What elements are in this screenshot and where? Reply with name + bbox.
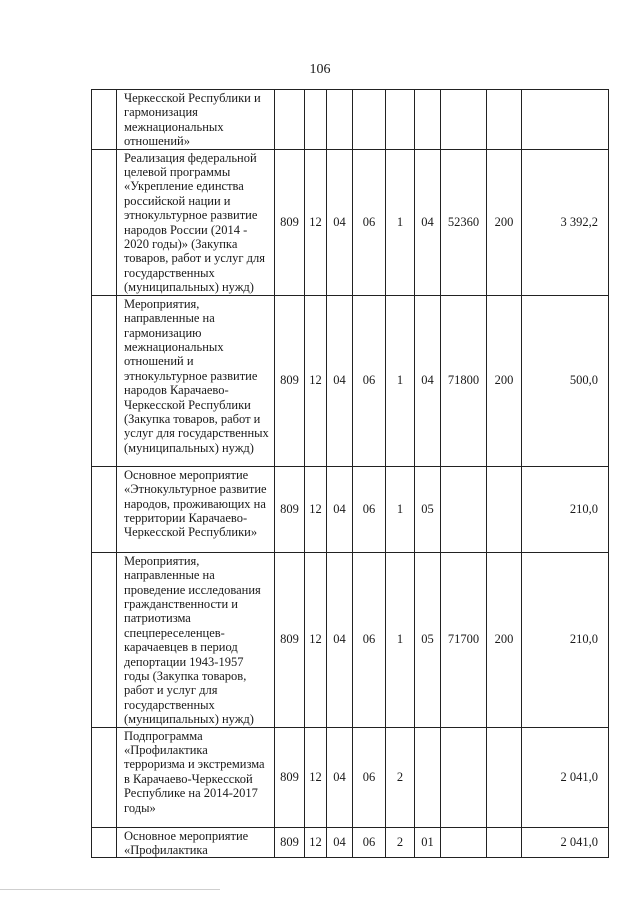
row-code-cell-c4: 06 xyxy=(353,466,386,552)
row-code-cell-c7: 52360 xyxy=(441,149,487,295)
row-code-cell-c1: 809 xyxy=(275,552,305,727)
row-code-cell-c2: 12 xyxy=(305,295,327,466)
row-code-cell-c1: 809 xyxy=(275,727,305,827)
row-code-cell-c8 xyxy=(487,827,522,858)
table-row xyxy=(92,295,609,466)
row-code-cell-c6 xyxy=(415,90,441,150)
row-code-cell-c7 xyxy=(441,727,487,827)
row-margin-cell xyxy=(92,295,117,466)
table-row xyxy=(92,827,609,858)
row-code-cell-c2: 12 xyxy=(305,552,327,727)
row-code-cell-c3: 04 xyxy=(327,727,353,827)
table-row xyxy=(92,149,609,295)
page-number: 106 xyxy=(309,62,331,77)
row-code-cell-c4: 06 xyxy=(353,727,386,827)
row-margin-cell xyxy=(92,90,117,150)
row-code-cell-c8 xyxy=(487,727,522,827)
row-code-cell-c6: 04 xyxy=(415,149,441,295)
row-code-cell-c8 xyxy=(487,466,522,552)
table-row xyxy=(92,90,609,150)
row-code-cell-c1: 809 xyxy=(275,466,305,552)
row-amount-cell: 210,0 xyxy=(522,552,609,727)
row-code-cell-c2 xyxy=(305,90,327,150)
row-code-cell-c7 xyxy=(441,90,487,150)
table-row xyxy=(92,466,609,552)
row-code-cell-c6: 05 xyxy=(415,466,441,552)
row-code-cell-c3: 04 xyxy=(327,552,353,727)
row-code-cell-c1 xyxy=(275,90,305,150)
row-amount-cell: 3 392,2 xyxy=(522,149,609,295)
row-amount-cell: 2 041,0 xyxy=(522,827,609,858)
row-code-cell-c3: 04 xyxy=(327,149,353,295)
row-code-cell-c2: 12 xyxy=(305,727,327,827)
row-code-cell-c5: 1 xyxy=(386,552,415,727)
row-name-cell: Реализация федеральной целевой программы «Укрепление единства российской нации и этнокультурное развитие народов России (2014 - 2020 годы)» (Закупка товаров, работ и услуг для государственных (муниципальных) нужд) xyxy=(117,149,275,295)
row-margin-cell xyxy=(92,552,117,727)
row-code-cell-c1: 809 xyxy=(275,295,305,466)
row-name-cell: Мероприятия, направленные на гармонизацию межнациональных отношений и этнокультурное развитие народов Карачаево-Черкесской Республики (Закупка товаров, работ и услуг для государственных (муниципальных) нужд) xyxy=(117,295,275,466)
row-code-cell-c6: 04 xyxy=(415,295,441,466)
row-code-cell-c6: 01 xyxy=(415,827,441,858)
row-code-cell-c2: 12 xyxy=(305,827,327,858)
row-name-cell: Основное мероприятие «Этнокультурное развитие народов, проживающих на территории Карачаево-Черкесской Республики» xyxy=(117,466,275,552)
row-name-cell: Основное мероприятие «Профилактика xyxy=(117,827,275,858)
row-code-cell-c8: 200 xyxy=(487,295,522,466)
row-code-cell-c3: 04 xyxy=(327,295,353,466)
row-code-cell-c3: 04 xyxy=(327,827,353,858)
row-name-cell: Черкесской Республики и гармонизация межнациональных отношений» xyxy=(117,90,275,150)
row-code-cell-c3 xyxy=(327,90,353,150)
row-code-cell-c8: 200 xyxy=(487,149,522,295)
page-bottom-rule xyxy=(0,889,220,890)
row-code-cell-c1: 809 xyxy=(275,149,305,295)
row-code-cell-c4: 06 xyxy=(353,827,386,858)
row-amount-cell: 2 041,0 xyxy=(522,727,609,827)
row-code-cell-c1: 809 xyxy=(275,827,305,858)
row-code-cell-c7 xyxy=(441,827,487,858)
row-code-cell-c2: 12 xyxy=(305,466,327,552)
row-code-cell-c8 xyxy=(487,90,522,150)
row-margin-cell xyxy=(92,827,117,858)
row-code-cell-c5: 1 xyxy=(386,295,415,466)
row-code-cell-c4 xyxy=(353,90,386,150)
row-code-cell-c2: 12 xyxy=(305,149,327,295)
row-margin-cell xyxy=(92,727,117,827)
budget-table xyxy=(91,89,609,858)
row-margin-cell xyxy=(92,149,117,295)
row-code-cell-c5: 1 xyxy=(386,466,415,552)
row-code-cell-c3: 04 xyxy=(327,466,353,552)
row-code-cell-c4: 06 xyxy=(353,295,386,466)
row-name-cell: Подпрограмма «Профилактика терроризма и экстремизма в Карачаево-Черкесской Республике на 2014-2017 годы» xyxy=(117,727,275,827)
table-row xyxy=(92,552,609,727)
row-amount-cell: 210,0 xyxy=(522,466,609,552)
row-code-cell-c4: 06 xyxy=(353,552,386,727)
row-name-cell: Мероприятия, направленные на проведение исследования гражданственности и патриотизма спецпереселенцев-карачаевцев в период депортации 1943-1957 годы (Закупка товаров, работ и услуг для государственных (муниципальных) нужд) xyxy=(117,552,275,727)
row-code-cell-c8: 200 xyxy=(487,552,522,727)
row-code-cell-c5 xyxy=(386,90,415,150)
row-amount-cell xyxy=(522,90,609,150)
row-margin-cell xyxy=(92,466,117,552)
row-code-cell-c5: 1 xyxy=(386,149,415,295)
row-code-cell-c4: 06 xyxy=(353,149,386,295)
row-code-cell-c7: 71800 xyxy=(441,295,487,466)
row-code-cell-c6: 05 xyxy=(415,552,441,727)
row-code-cell-c5: 2 xyxy=(386,727,415,827)
row-amount-cell: 500,0 xyxy=(522,295,609,466)
table-row xyxy=(92,727,609,827)
row-code-cell-c7 xyxy=(441,466,487,552)
row-code-cell-c7: 71700 xyxy=(441,552,487,727)
row-code-cell-c6 xyxy=(415,727,441,827)
row-code-cell-c5: 2 xyxy=(386,827,415,858)
